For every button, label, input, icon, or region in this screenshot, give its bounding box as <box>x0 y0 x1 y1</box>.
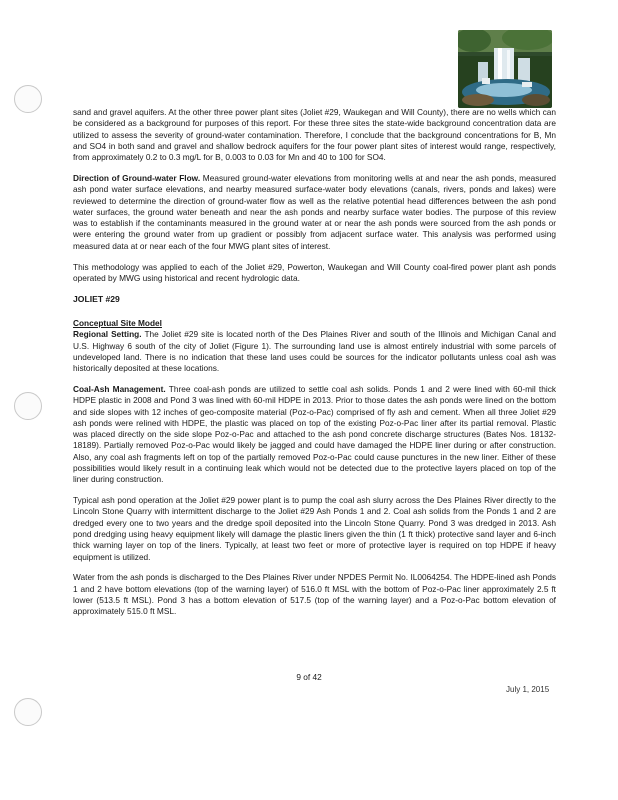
subheading-conceptual-model: Conceptual Site Model <box>73 317 162 328</box>
paragraph-background: sand and gravel aquifers. At the other three power plant sites (Joliet #29, Waukegan and Will County), there are no wells which can be considered as a background for purposes of this report. For these three sites the state-wide background concentration data are utilized to assess the severity of ground-water contamination. Therefore, I conclude that the background concentrations for B, Mn and SO4 in both sand and gravel and shallow bedrock aquifers for the four power plant sites of interest would range, respectively, from approximately 0.2 to 0.3 mg/L for B, 0.003 to 0.03 for Mn and 40 to 100 for SO4. <box>73 107 556 163</box>
paragraph-title: Direction of Ground-water Flow. <box>73 172 201 183</box>
paragraph-title: Regional Setting. <box>73 329 142 340</box>
footer-date: July 1, 2015 <box>506 685 550 694</box>
section-heading-joliet: JOLIET #29 <box>73 293 120 304</box>
binder-hole-middle <box>14 392 42 420</box>
paragraph-pond-operation: Typical ash pond operation at the Joliet #29 power plant is to pump the coal ash slurry across the Des Plaines River directly to the Lincoln Stone Quarry with intermittent discharge to the Joliet #29 Ash Ponds 1 and 2. Coal ash solids from the Ponds 1 and 2 are dredged every one to two years and the dredge spoil deposited into the Lincoln Stone Quarry. Pond 3 was dredged in 2013. Ash pond dredging using heavy equipment likely will damage the plastic liners given the thin (1 ft thick) protective sand layer and 6-inch thick warning layer on top of the liners. Typically, at least two feet or more of protective layer is required on top HDPE if heavy equipment is utilized. <box>73 495 556 562</box>
paragraph-groundwater-flow <box>73 173 556 252</box>
binder-hole-bottom <box>14 698 42 726</box>
waterfall-photo-icon <box>458 30 552 108</box>
waterfall-logo <box>458 30 552 108</box>
page-number: 9 of 42 <box>296 672 322 682</box>
paragraph-methodology: This methodology was applied to each of the Joliet #29, Powerton, Waukegan and Will County coal-fired power plant ash ponds operated by MWG using historical and recent hydrologic data. <box>73 261 556 283</box>
binder-hole-top <box>14 85 42 113</box>
paragraph-regional-setting <box>73 329 556 374</box>
paragraph-text: The Joliet #29 site is located north of the Des Plaines River and south of the Illinois and Michigan Canal and U.S. Highway 6 south of the city of Joliet (Figure 1). The surrounding land use is almost entirely industrial with some parcels of undeveloped land. There is no indication that these land uses could be sources for the indicator pollutants unless coal ash was historically deposited at these locations. <box>73 329 556 374</box>
paragraph-coal-ash-management <box>73 384 556 486</box>
paragraph-text: Three coal-ash ponds are utilized to settle coal ash solids. Ponds 1 and 2 were lined with 60-mil thick HDPE plastic in 2008 and Pond 3 was lined with 60-mil HDPE in 2013. Prior to those dates the ash ponds were lined on the bottom and side slopes with 12 inches of geo-composite material (Poz-o-Pac) comprised of fly ash and cement. When all three Joliet #29 ash ponds were relined with HDPE, the plastic was placed on top of the existing Poz-o-Pac liner after its partial removal. Plastic was placed directly on the side slope Poz-o-Pac and attached to the ash pond concrete discharge structures (Bates Nos. 18132-18189). Partially removed Poz-o-Pac would likely be jagged and could have damaged the HDPE liner during or after construction. Also, any coal ash fragments left on top of the partially removed Poz-o-Pac could cause punctures in the new liner. Either of these possibilities would likely result in a continuing leak which would not be detected due to the protective layers placed on top of the liner during construction. <box>73 383 556 485</box>
paragraph-text: Measured ground-water elevations from monitoring wells at and near the ash ponds, measured ash pond water surface elevations, and nearby measured surface-water body elevations (canals, rivers, ponds and lakes) were reviewed to determine the direction of ground-water flow as well as the relative potential head differences between the ash pond water surfaces, the ground water beneath and near the ash ponds and nearby surface water bodies. The purpose of this review was to establish if the contaminants measured in the ground water at or near the ash ponds were sourced from the ash ponds or were entering the ground water from up gradient or possibly from adjacent surface water. This analysis was performed using measured data at or near each of the four MWG plant sites of interest. <box>73 172 556 251</box>
document-body <box>73 107 556 627</box>
paragraph-discharge: Water from the ash ponds is discharged to the Des Plaines River under NPDES Permit No. IL0064254. The HDPE-lined ash Ponds 1 and 2 have bottom elevations (top of the warning layer) of 516.0 ft MSL with the bottom of Poz-o-Pac liner approximately 2.5 ft lower (513.5 ft MSL). Pond 3 has a bottom elevation of 517.5 (top of the warning layer) and a Poz-o-Pac bottom elevation of approximately 515.0 ft MSL. <box>73 572 556 617</box>
paragraph-title: Coal-Ash Management. <box>73 383 166 394</box>
